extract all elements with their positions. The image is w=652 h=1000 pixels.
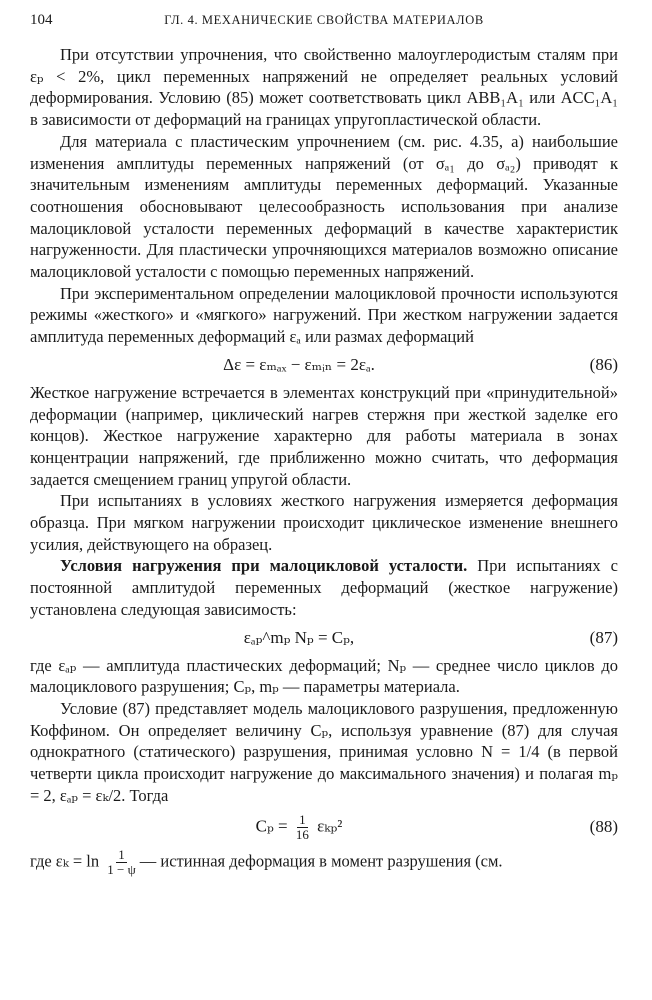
formula-86-number: (86) xyxy=(589,354,618,374)
formula-88-fraction xyxy=(294,813,311,842)
paragraph-9 xyxy=(30,848,618,877)
running-title: ГЛ. 4. МЕХАНИЧЕСКИЕ СВОЙСТВА МАТЕРИАЛОВ xyxy=(164,13,484,27)
paragraph-9-tail: истинная деформация в момент разрушения (см. xyxy=(156,850,503,870)
paragraph-9-lead: где εₖ = ln xyxy=(30,850,100,870)
paragraph-6-bold-heading: Условия нагружения при малоцикловой усталости. xyxy=(60,556,468,576)
formula-87 xyxy=(30,627,618,649)
true-strain-frac-num: 1 xyxy=(118,846,125,862)
paragraph-3: При экспериментальном определении малоцикловой прочности используются режимы «жесткого» и «мягкого» нагружений. При жестком нагружении задается амплитуда переменных деформаций εₐ или размах деформаций xyxy=(30,283,618,347)
formula-87-expression: εₐₚ^mₚ Nₚ = Cₚ, xyxy=(243,627,355,647)
true-strain-fraction xyxy=(105,848,137,877)
formula-88-frac-num: 1 xyxy=(299,811,306,827)
formula-88-expression xyxy=(30,813,568,842)
paragraph-1: При отсутствии упрочнения, что свойственно малоуглеродистым сталям при εₚ < 2%, цикл переменных напряжений не определяет реальных условий деформирования. Условию (85) может соответствовать цикл ABB₁A₁ или ACC₁A₁ в зависимости от деформаций на границах упругопластической области. xyxy=(30,45,618,130)
formula-87-number: (87) xyxy=(589,627,618,647)
formula-88 xyxy=(30,813,618,842)
formula-86-expression: Δε = εₘₐₓ − εₘᵢₙ = 2εₐ. xyxy=(223,354,375,374)
paragraph-2: Для материала с пластическим упрочнением (см. рис. 4.35, а) наибольшие изменения амплитуды переменных напряжений (от σₐ₁ до σₐ₂) приводят к значительным изменениям амплитуды переменных деформаций. Указанные соотношения обосновывают целесообразность использования при анализе малоцикловой усталости переменных деформаций в качестве характеристик нагруженности. Для пластически упрочняющихся материалов возможно описание малоцикловой усталости с помощью переменных напряжений. xyxy=(30,131,618,282)
formula-88-lhs: Cₚ = xyxy=(255,815,292,835)
formula-88-frac-den: 16 xyxy=(295,826,309,842)
paragraph-7: где εₐₚ — амплитуда пластических деформаций; Nₚ — среднее число циклов до малоциклового разрушения; Cₚ, mₚ — параметры материала. xyxy=(30,655,618,697)
paragraph-8: Условие (87) представляет модель малоциклового разрушения, предложенную Коффином. Он определяет величину Cₚ, используя уравнение (87) для случая однократного (статического) разрушения, принимая условно N = 1/4 (в первой четверти цикла происходит нагружение до максимального значения) и полагая mₚ = 2, εₐₚ = εₖ/2. Тогда xyxy=(30,698,618,805)
page-body xyxy=(30,44,618,877)
paragraph-4: Жесткое нагружение встречается в элементах конструкций при «принудительной» деформации (например, циклический нагрев стержня при жесткой заделке его концов). Жесткое нагружение характерно для работы материала в зонах концентрации напряжений, где приближенно можно считать, что деформация задается смещением границ упругой области. xyxy=(30,382,618,489)
page-number: 104 xyxy=(30,12,53,28)
paragraph-9-dash: — xyxy=(139,850,157,870)
paragraph-6-text: При испытаниях с постоянной амплитудой переменных деформаций (жесткое нагружение) установлена следующая зависимость: xyxy=(30,556,619,619)
true-strain-frac-den: 1 − ψ xyxy=(107,861,136,877)
formula-88-number: (88) xyxy=(589,817,618,836)
paragraph-5: При испытаниях в условиях жесткого нагружения измеряется деформация образца. При мягком нагружении происходит циклическое изменение внешнего усилия, действующего на образец. xyxy=(30,491,618,554)
paragraph-6 xyxy=(30,555,618,620)
formula-88-rhs: εₖₚ² xyxy=(317,815,343,835)
formula-86 xyxy=(30,354,618,376)
page-header xyxy=(30,12,618,38)
